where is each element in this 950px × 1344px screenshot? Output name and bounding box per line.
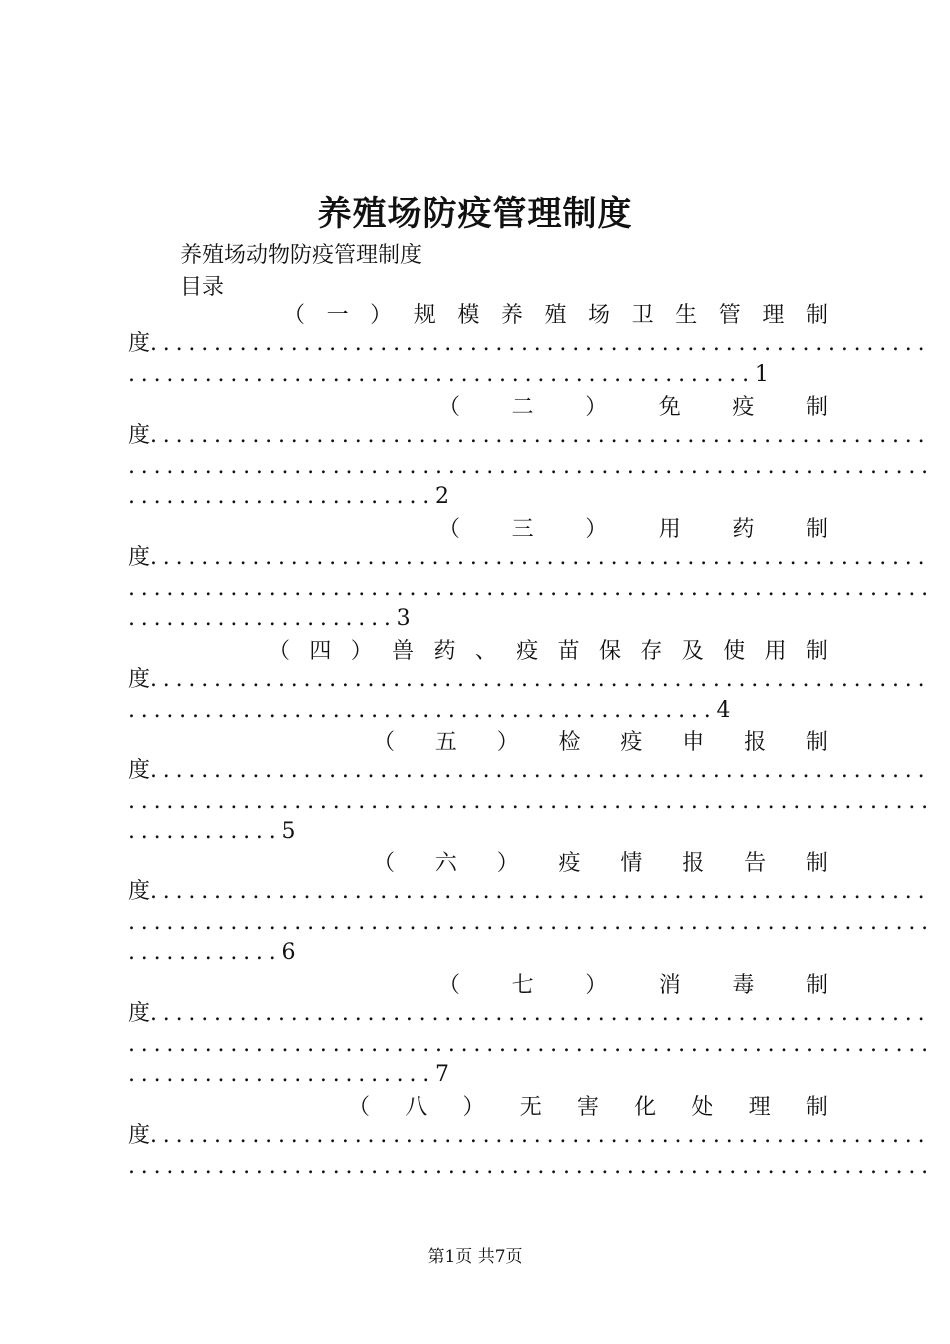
toc-entry-label-end: 度 — [128, 1001, 151, 1026]
toc-entry-label: （ 八 ） 无 害 化 处 理 制 — [348, 1094, 828, 1120]
toc-page-number: 7 — [435, 1062, 450, 1087]
toc-leader-dots: ................................................. — [128, 361, 755, 387]
toc-page-number: 5 — [281, 819, 296, 844]
toc-leader-dots: ............................................................... — [128, 1153, 934, 1179]
toc-leader-line — [128, 1060, 828, 1090]
toc-leader-dots: ..................... — [128, 606, 397, 631]
toc-leader-dots: ............................................................. — [150, 667, 931, 692]
toc-leader-dots: ............................................................. — [150, 879, 931, 904]
toc-page-number: 3 — [396, 606, 411, 631]
toc-page-number: 2 — [435, 484, 450, 509]
toc-leader-line — [128, 908, 934, 938]
toc-leader-dots: ............................................................. — [150, 1123, 931, 1148]
toc-leader-dots: ............................................................... — [128, 1031, 934, 1057]
document-title: 养殖场防疫管理制度 — [317, 194, 633, 234]
toc-entry-label-end: 度 — [128, 545, 151, 570]
toc-entry-label-end: 度 — [128, 879, 151, 904]
toc-entry-label: （ 七 ） 消 毒 制 — [438, 972, 828, 998]
toc-leader-line — [128, 877, 931, 907]
toc-leader-dots: ............................................................. — [150, 545, 931, 570]
toc-leader-line — [128, 329, 931, 359]
toc-entry-label: （ 六 ） 疫 情 报 告 制 — [373, 850, 828, 876]
toc-leader-line — [128, 938, 828, 968]
toc-leader-line — [128, 665, 931, 695]
toc-leader-dots: ............................................................. — [150, 1001, 931, 1026]
toc-leader-dots: ............ — [128, 819, 282, 844]
toc-page-number: 1 — [754, 361, 769, 387]
toc-leader-line — [128, 1152, 934, 1182]
page-footer: 第1页 共7页 — [427, 1247, 523, 1267]
toc-leader-dots: ............................................................... — [128, 453, 934, 479]
toc-entry-label-end: 度 — [128, 667, 151, 692]
toc-leader-dots: ............................................................... — [128, 909, 934, 935]
toc-entry-label: （ 三 ） 用 药 制 — [438, 516, 828, 542]
toc-leader-line — [128, 787, 934, 817]
toc-entry-label-end: 度 — [128, 423, 151, 448]
toc-leader-line — [128, 543, 931, 573]
toc-leader-dots: ............ — [128, 940, 282, 965]
toc-leader-dots: ........................ — [128, 1062, 436, 1087]
toc-entry-label: （ 一 ） 规 模 养 殖 场 卫 生 管 理 制 — [283, 302, 828, 328]
toc-entry-label-end: 度 — [128, 758, 151, 783]
toc-leader-line — [128, 452, 934, 482]
toc-entry-label: （ 二 ） 免 疫 制 — [438, 394, 828, 420]
toc-page-number: 4 — [716, 697, 731, 723]
toc-leader-dots: ............................................................... — [128, 575, 934, 601]
toc-leader-line — [128, 574, 934, 604]
toc-leader-dots: ........................ — [128, 484, 436, 509]
toc-leader-line — [128, 421, 931, 451]
document-subtitle: 养殖场动物防疫管理制度 — [180, 243, 423, 268]
toc-leader-line — [128, 696, 828, 726]
toc-page-number: 6 — [281, 940, 296, 965]
toc-leader-line — [128, 604, 828, 634]
toc-leader-line — [128, 1121, 931, 1151]
toc-leader-line — [128, 999, 931, 1029]
toc-entry-label: （ 五 ） 检 疫 申 报 制 — [373, 729, 828, 755]
toc-leader-line — [128, 1030, 934, 1060]
toc-leader-line — [128, 756, 931, 786]
toc-entry-label-end: 度 — [128, 331, 151, 356]
toc-entry-label: （ 四 ） 兽 药 、 疫 苗 保 存 及 使 用 制 — [268, 638, 828, 664]
toc-entry-label-end: 度 — [128, 1123, 151, 1148]
toc-leader-line — [128, 360, 828, 390]
toc-leader-dots: ............................................................... — [128, 788, 934, 814]
toc-leader-dots: ............................................................. — [150, 423, 931, 448]
toc-heading: 目录 — [180, 275, 225, 300]
toc-leader-dots: ............................................................. — [150, 758, 931, 783]
toc-leader-dots: .............................................. — [128, 697, 717, 723]
toc-leader-dots: ............................................................. — [150, 331, 931, 356]
toc-leader-line — [128, 817, 828, 847]
toc-leader-line — [128, 482, 828, 512]
